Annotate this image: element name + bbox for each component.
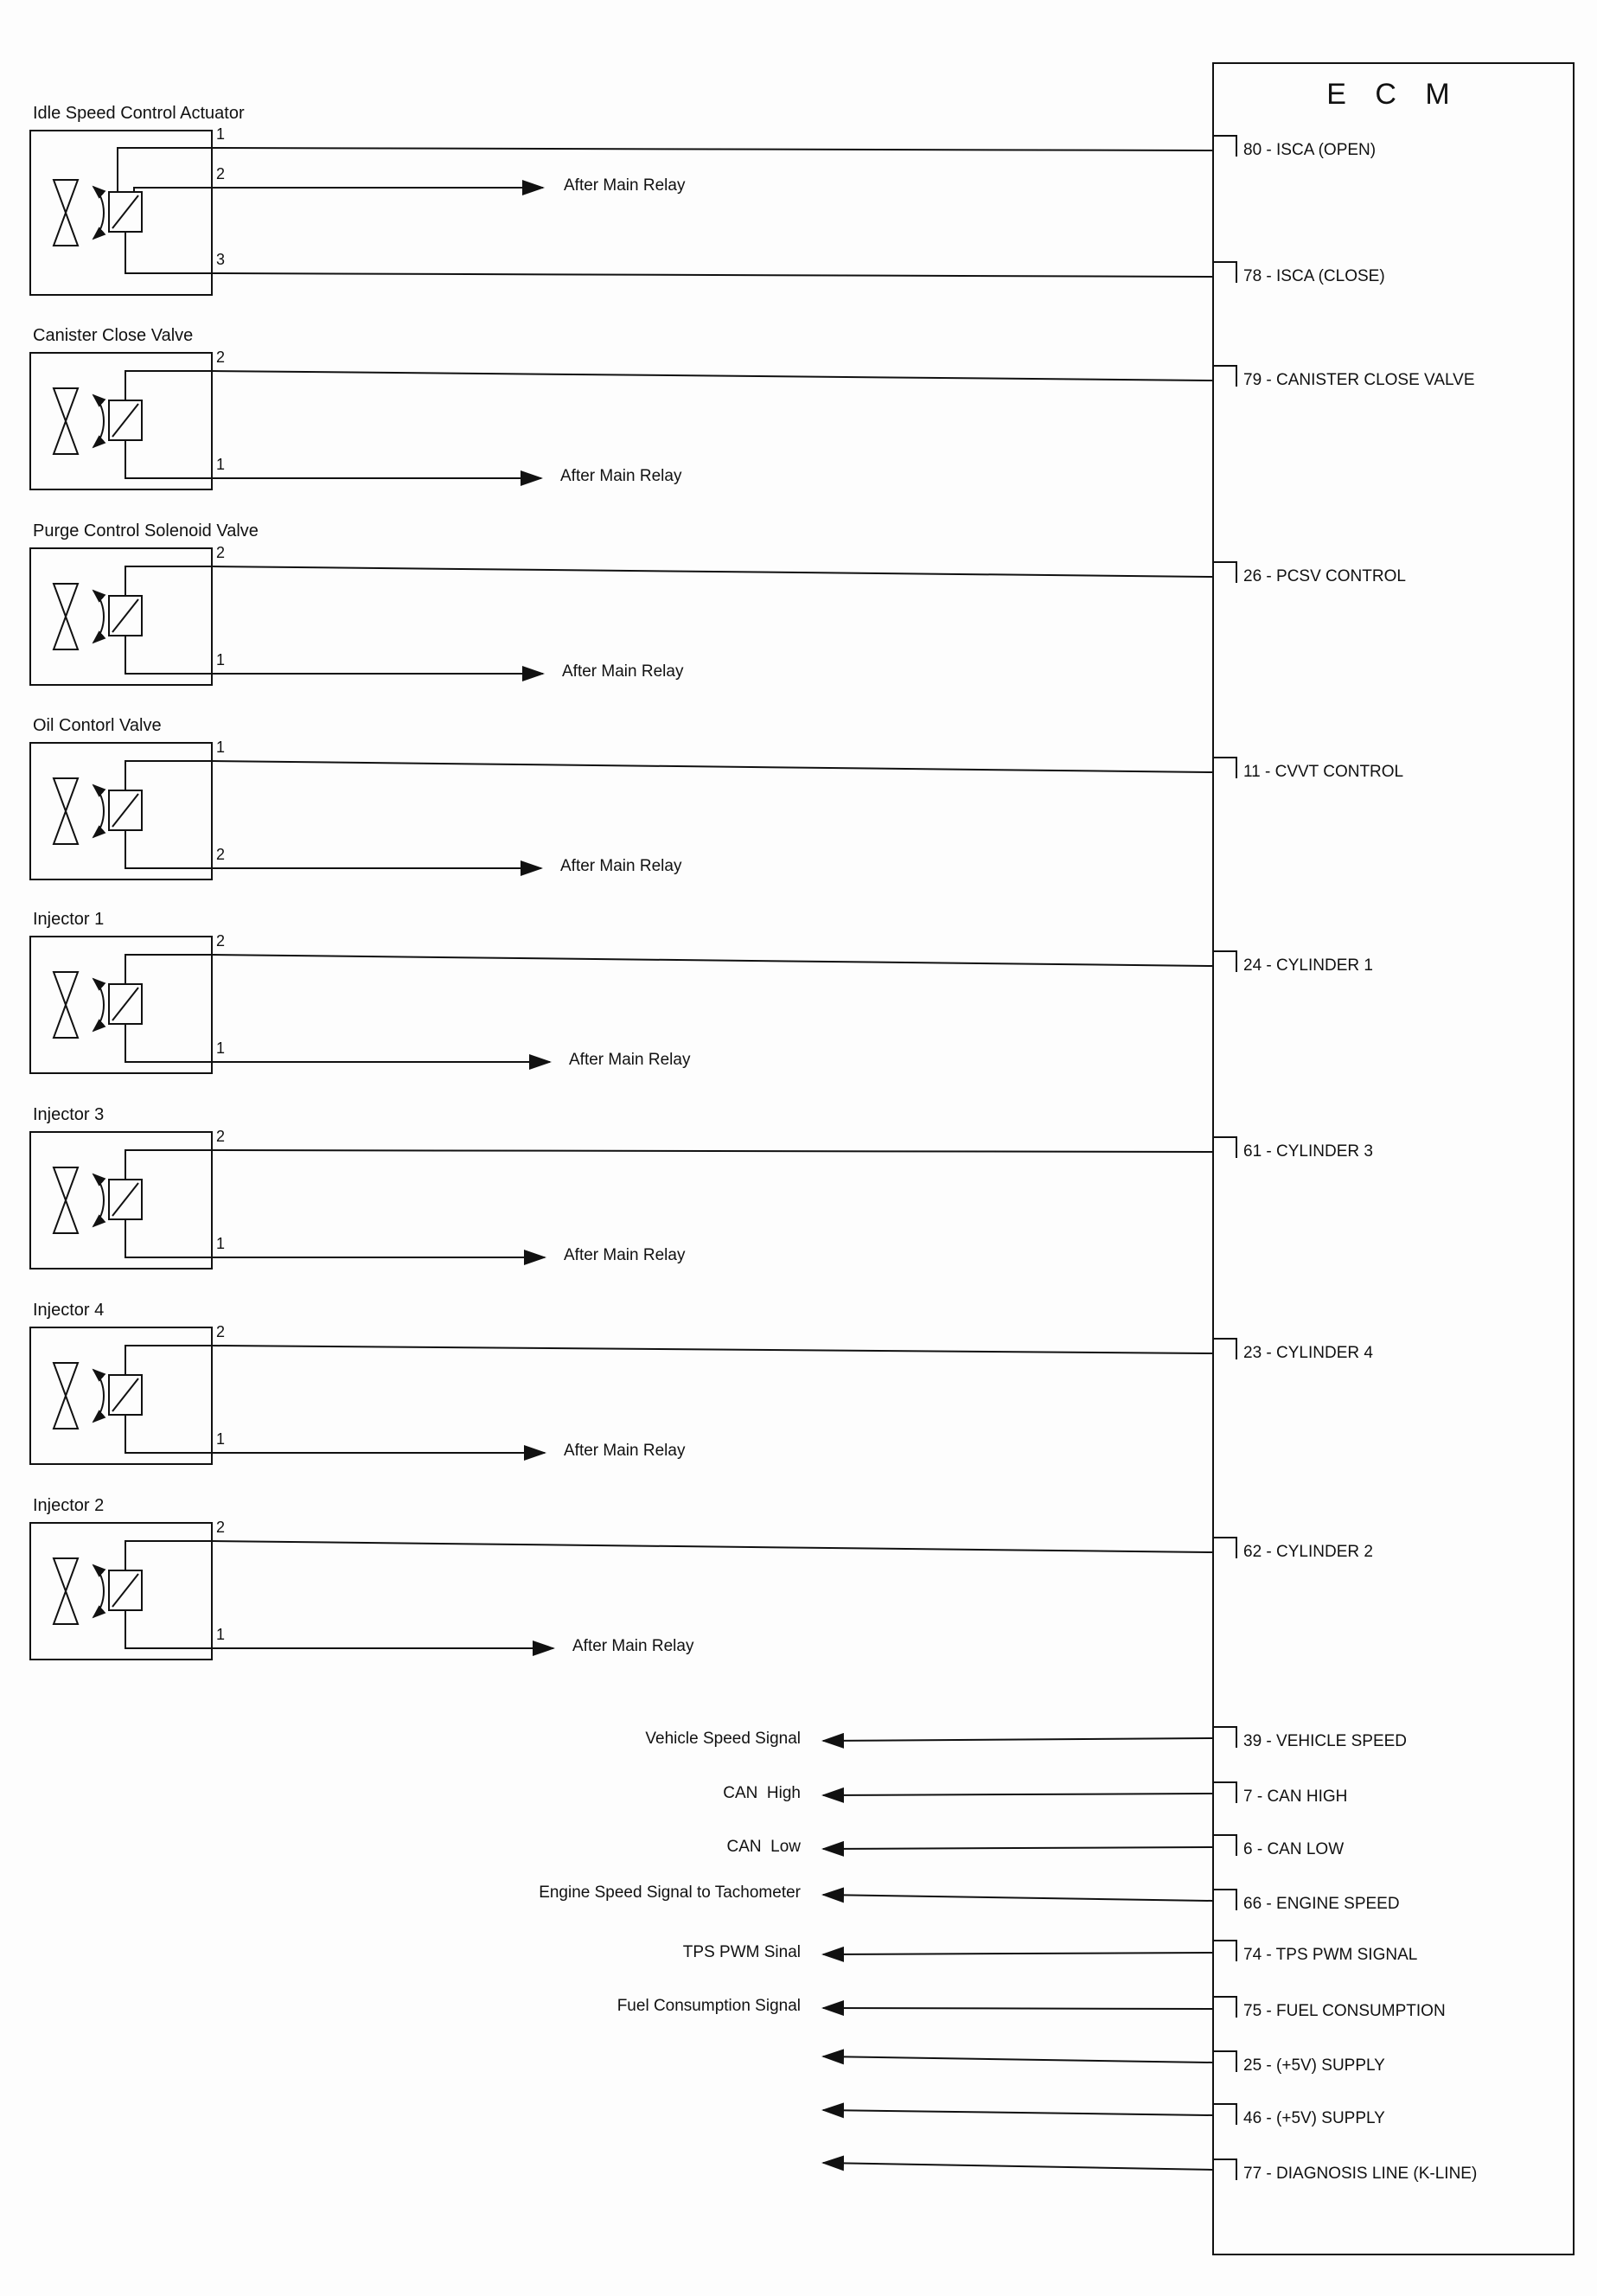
ecm-pin-6: 6 - CAN LOW [1243,1840,1345,1858]
after-main-relay-label: After Main Relay [564,176,686,195]
signal-label-tps-pwm: TPS PWM Sinal [682,1943,801,1961]
component-oil-control-valve [29,716,226,880]
component-injector-2 [29,1496,226,1660]
after-main-relay-label: After Main Relay [560,467,682,485]
after-main-relay-label: After Main Relay [569,1051,691,1069]
ecm-pin-79: 79 - CANISTER CLOSE VALVE [1243,371,1475,389]
ecm-pin-77: 77 - DIAGNOSIS LINE (K-LINE) [1243,2165,1478,2183]
ecm-pin-80: 80 - ISCA (OPEN) [1243,141,1377,159]
pin-number: 2 [216,846,226,863]
pin-number: 3 [216,251,226,268]
ecm-pin-11: 11 - CVVT CONTROL [1243,763,1404,781]
solenoid-valve-icon [31,1328,211,1463]
component-injector-4 [29,1301,226,1465]
actuator-symbol-box [29,1522,213,1660]
component-purge-control-solenoid-valve [29,521,259,686]
signal-label-engine-speed: Engine Speed Signal to Tachometer [539,1883,801,1902]
component-label: Injector 3 [33,1105,105,1124]
actuator-symbol-box [29,1327,213,1465]
actuator-symbol-box [29,742,213,880]
pin-number: 2 [216,932,226,950]
pin-number: 2 [216,165,226,182]
ecm-pin-75: 75 - FUEL CONSUMPTION [1243,2002,1446,2020]
after-main-relay-label: After Main Relay [560,857,682,875]
actuator-symbol-box [29,352,213,490]
ecm-title: E C M [1326,78,1460,111]
pin-number: 1 [216,1430,226,1448]
solenoid-valve-icon [31,1133,211,1268]
signal-label-can-low: CAN Low [726,1838,801,1856]
pin-number: 1 [216,739,226,756]
ecm-pin-46: 46 - (+5V) SUPPLY [1243,2109,1385,2127]
pin-number: 1 [216,456,226,473]
ecm-box [1212,62,1575,2255]
signal-label-can-high: CAN High [723,1784,801,1802]
pin-number: 2 [216,1128,226,1145]
solenoid-valve-icon [31,937,211,1072]
after-main-relay-label: After Main Relay [564,1246,686,1264]
solenoid-valve-icon [31,131,211,294]
component-label: Idle Speed Control Actuator [33,104,245,123]
ecm-pin-26: 26 - PCSV CONTROL [1243,567,1406,585]
pin-number: 2 [216,349,226,366]
ecm-pin-25: 25 - (+5V) SUPPLY [1243,2056,1385,2075]
pin-number: 2 [216,1323,226,1340]
actuator-symbol-box [29,547,213,686]
pin-number: 2 [216,1519,226,1536]
component-label: Canister Close Valve [33,326,194,345]
component-label: Purge Control Solenoid Valve [33,521,259,540]
solenoid-valve-icon [31,744,211,879]
component-label: Injector 1 [33,910,105,929]
pin-number: 1 [216,1626,226,1643]
signal-label-vehicle-speed: Vehicle Speed Signal [645,1730,801,1748]
component-label: Injector 4 [33,1301,105,1320]
after-main-relay-label: After Main Relay [562,662,684,681]
ecm-pin-74: 74 - TPS PWM SIGNAL [1243,1946,1418,1964]
solenoid-valve-icon [31,354,211,489]
pin-number: 1 [216,1039,226,1057]
solenoid-valve-icon [31,549,211,684]
ecm-pin-66: 66 - ENGINE SPEED [1243,1895,1400,1913]
ecm-pin-62: 62 - CYLINDER 2 [1243,1543,1373,1561]
component-injector-1 [29,910,226,1074]
solenoid-valve-icon [31,1524,211,1659]
component-injector-3 [29,1105,226,1270]
ecm-pin-24: 24 - CYLINDER 1 [1243,956,1373,975]
actuator-symbol-box [29,1131,213,1270]
ecm-pin-61: 61 - CYLINDER 3 [1243,1142,1373,1161]
ecm-pin-78: 78 - ISCA (CLOSE) [1243,267,1385,285]
component-label: Oil Contorl Valve [33,716,162,735]
component-idle-speed-control-actuator [29,104,245,296]
ecm-pin-39: 39 - VEHICLE SPEED [1243,1732,1408,1750]
after-main-relay-label: After Main Relay [572,1637,694,1655]
pin-number: 1 [216,651,226,668]
pin-number: 1 [216,1235,226,1252]
after-main-relay-label: After Main Relay [564,1442,686,1460]
signal-label-fuel-consumption: Fuel Consumption Signal [616,1997,801,2015]
actuator-symbol-box [29,936,213,1074]
pin-number: 2 [216,544,226,561]
component-label: Injector 2 [33,1496,105,1515]
ecm-pin-23: 23 - CYLINDER 4 [1243,1344,1373,1362]
actuator-symbol-box [29,130,213,296]
pin-number: 1 [216,125,226,143]
component-canister-close-valve [29,326,226,490]
ecm-pin-7: 7 - CAN HIGH [1243,1788,1348,1806]
